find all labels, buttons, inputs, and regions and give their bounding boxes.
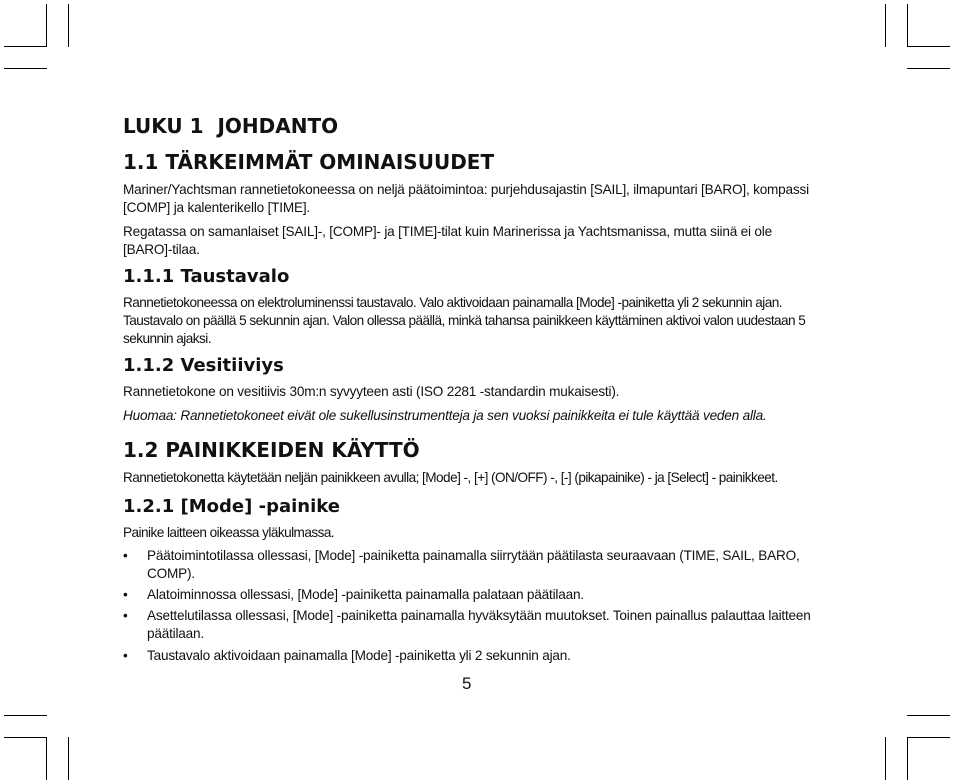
paragraph: Rannetietokoneessa on elektroluminenssi taustavalo. Valo aktivoidaan painamalla [Mode] -painiketta yli 2 sekunnin ajan. Taustavalo on päällä 5 sekunnin ajan. Valon ollessa päällä, minkä tahansa painikkeen käyttäminen aktivoi valon uudestaan 5 sekunnin ajaksi. (123, 295, 806, 346)
list-item-text: Asettelutilassa ollessasi, [Mode] -painiketta painamalla hyväksytään muutokset. Toinen painallus palauttaa laitteen päätilaan. (147, 608, 811, 641)
bullet-icon: • (123, 548, 128, 563)
crop-mark (885, 737, 886, 780)
paragraph: Rannetietokonetta käytetään neljän painikkeen avulla; [Mode] -, [+] (ON/OFF) -, [-] (pikapainike) - ja [Select] - painikkeet. (123, 470, 778, 485)
list-item-text: Taustavalo aktivoidaan painamalla [Mode] -painiketta yli 2 sekunnin ajan. (147, 648, 571, 663)
section-1-1-2-heading: 1.1.2 Vesitiiviys (123, 355, 284, 376)
crop-mark (46, 737, 47, 780)
note: Huomaa: Rannetietokoneet eivät ole sukellusinstrumentteja ja sen vuoksi painikkeita ei tule käyttää veden alla. (123, 408, 767, 423)
paragraph: Regatassa on samanlaiset [SAIL]-, [COMP]- ja [TIME]-tilat kuin Marinerissa ja Yachtsmanissa, mutta siinä ei ole [BARO]-tilaa. (123, 224, 772, 257)
list-item-text: Alatoiminnossa ollessasi, [Mode] -painiketta painamalla palataan päätilaan. (147, 587, 584, 602)
crop-mark (907, 737, 908, 780)
crop-mark (4, 46, 47, 47)
section-1-1-heading: 1.1 TÄRKEIMMÄT OMINAISUUDET (123, 150, 495, 174)
crop-mark (68, 4, 69, 47)
list-item-text: Päätoimintotilassa ollessasi, [Mode] -painiketta painamalla siirrytään päätilasta seuraavaan (TIME, SAIL, BARO, COMP). (147, 548, 800, 581)
crop-mark (68, 737, 69, 780)
section-1-2-heading: 1.2 PAINIKKEIDEN KÄYTTÖ (123, 438, 420, 462)
paragraph: Rannetietokone on vesitiivis 30m:n syvyyteen asti (ISO 2281 -standardin mukaisesti). (123, 384, 620, 399)
bullet-icon: • (123, 587, 128, 602)
page-number: 5 (462, 674, 472, 693)
paragraph: Mariner/Yachtsman rannetietokoneessa on neljä päätoimintoa: purjehdusajastin [SAIL], ilmapuntari [BARO], kompassi [COMP] ja kalenterikello [TIME]. (123, 182, 809, 215)
crop-mark (4, 737, 47, 738)
section-1-1-1-heading: 1.1.1 Taustavalo (123, 266, 290, 287)
crop-mark (907, 715, 950, 716)
list-item (123, 586, 823, 604)
crop-mark (4, 715, 47, 716)
crop-mark (907, 4, 908, 47)
crop-mark (907, 68, 950, 69)
list-item (123, 547, 823, 583)
crop-mark (907, 46, 950, 47)
list-item (123, 647, 823, 665)
crop-mark (4, 68, 47, 69)
bullet-icon: • (123, 648, 128, 663)
crop-mark (907, 737, 950, 738)
crop-mark (885, 4, 886, 47)
list-item (123, 607, 823, 643)
bullet-icon: • (123, 608, 128, 623)
paragraph: Painike laitteen oikeassa yläkulmassa. (123, 525, 335, 540)
crop-mark (46, 4, 47, 47)
chapter-title: LUKU 1 JOHDANTO (123, 114, 339, 138)
section-1-2-1-heading: 1.2.1 [Mode] -painike (123, 496, 340, 517)
